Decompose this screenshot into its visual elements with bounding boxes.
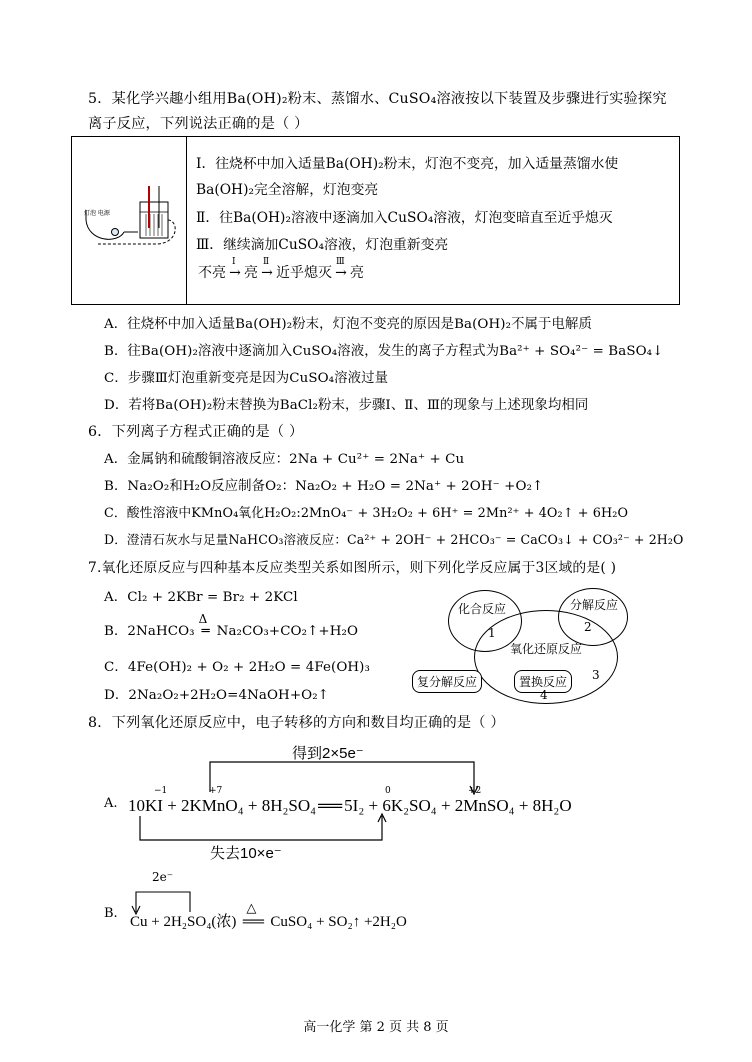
- q7-b-right: Na₂CO₃+CO₂↑+H₂O: [216, 624, 359, 639]
- transfer-line: [136, 892, 190, 912]
- q7-option-c: C．4Fe(OH)₂ + O₂ + 2H₂O = 4Fe(OH)₃: [104, 660, 370, 675]
- seq-mark-1: Ⅰ: [232, 257, 236, 267]
- q8a-ox-i2: 0: [385, 786, 391, 796]
- seq-arrow-2: Ⅱ →: [261, 257, 273, 281]
- q5-step3: Ⅲ．继续滴加CuSO₄溶液，灯泡重新变亮: [196, 237, 449, 253]
- q8a-eq-sign: ══: [318, 796, 343, 815]
- q7-option-a: A．Cl₂ + 2KBr = Br₂ + 2KCl: [104, 590, 298, 605]
- seq-state-2: 近乎熄灭: [276, 265, 332, 281]
- q8b-label: B.: [104, 906, 118, 921]
- label-combination: 化合反应: [458, 602, 507, 616]
- q5-option-b: B．往Ba(OH)₂溶液中逐滴加入CuSO₄溶液，发生的离子方程式为Ba²⁺ + SO₄²⁻ = BaSO₄↓: [104, 344, 664, 359]
- seq-mark-2: Ⅱ: [263, 257, 270, 267]
- page-footer: 高一化学 第 2 页 共 8 页: [303, 1020, 449, 1035]
- q8b-transfer-label: 2e⁻: [152, 870, 174, 884]
- q8a-gain-label: 得到2×5e⁻: [292, 745, 364, 762]
- q5-step1-line2: Ba(OH)₂完全溶解，灯泡变亮: [196, 182, 379, 198]
- region-4: 4: [540, 688, 548, 702]
- q5-step1-line1: Ⅰ．往烧杯中加入适量Ba(OH)₂粉末，灯泡不变亮，加入适量蒸馏水使: [196, 156, 619, 172]
- q7-b-sign: Δ ═: [198, 612, 210, 639]
- q8b-cond: △: [246, 900, 257, 915]
- q5-stem-line2: 离子反应，下列说法正确的是（ ）: [88, 116, 309, 132]
- gain-line: [210, 762, 474, 792]
- q5-option-a: A．往烧杯中加入适量Ba(OH)₂粉末，灯泡不变亮的原因是Ba(OH)₂不属于电解质: [104, 317, 593, 332]
- seq-state-3: 亮: [350, 265, 364, 281]
- q7-option-b: [104, 612, 359, 639]
- q8a-gain-bracket: [200, 756, 490, 796]
- q8b-eq-right: CuSO₄ + SO₂↑ +2H₂O: [270, 914, 407, 930]
- q8a-label: A.: [104, 796, 118, 811]
- q8b-eq-sign: △ ══: [242, 900, 265, 930]
- wire-left: [86, 220, 124, 239]
- q6-option-b: B．Na₂O₂和H₂O反应制备O₂：Na₂O₂ + H₂O = 2Na⁺ + 2OH⁻ +O₂↑: [104, 479, 544, 494]
- seq-state-0: 不亮: [198, 265, 226, 281]
- q6-stem: 6．下列离子方程式正确的是（ ）: [88, 424, 304, 440]
- q6-option-d: D．澄清石灰水与足量NaHCO₃溶液反应：Ca²⁺ + 2OH⁻ + 2HCO₃⁻ = CaCO₃↓ + CO₃²⁻ + 2H₂O: [104, 532, 684, 547]
- label-double-decomposition: 复分解反应: [412, 670, 482, 693]
- q8-stem: 8．下列氧化还原反应中，电子转移的方向和数目均正确的是（ ）: [88, 715, 505, 731]
- q7-b-left: B．2NaHCO₃: [104, 624, 195, 639]
- q7-venn-diagram: [410, 588, 642, 706]
- seq-arrow-1: Ⅰ →: [229, 257, 241, 281]
- q5-step2: Ⅱ．往Ba(OH)₂溶液中逐滴加入CuSO₄溶液，灯泡变暗直至近乎熄灭: [196, 210, 613, 226]
- seq-arrow-3: Ⅲ →: [335, 257, 347, 281]
- apparatus-label: 灯泡 电源: [84, 210, 110, 217]
- bulb-icon: [112, 229, 119, 236]
- q5-stem-line1: 5．某化学兴趣小组用Ba(OH)₂粉末、蒸馏水、CuSO₄溶液按以下装置及步骤进行实验探究: [88, 91, 667, 107]
- q7-stem: 7.氧化还原反应与四种基本反应类型关系如图所示，则下列化学反应属于3区域的是( ): [88, 560, 617, 576]
- q5-table-divider: [186, 137, 187, 304]
- region-1: 1: [488, 626, 496, 640]
- q8a-eq-left: 10KI + 2KMnO₄ + 8H₂SO₄: [128, 796, 317, 815]
- q8a-ox-mnso4: +2: [468, 786, 482, 796]
- region-3: 3: [592, 668, 600, 682]
- q8a-ox-mn: +7: [209, 786, 223, 796]
- q5-option-d: D．若将Ba(OH)₂粉末替换为BaCl₂粉末，步骤Ⅰ、Ⅱ、Ⅲ的现象与上述现象均相同: [104, 398, 589, 413]
- region-2: 2: [584, 620, 592, 634]
- q8a-eq-right: 5I₂ + 6K₂SO₄ + 2MnSO₄ + 8H₂O: [344, 796, 572, 815]
- label-displacement: 置换反应: [514, 670, 572, 693]
- q5-sequence: [198, 257, 364, 292]
- seq-state-1: 亮: [244, 265, 258, 281]
- q8a-lose-label: 失去10×e⁻: [210, 845, 282, 862]
- q5-option-c: C．步骤Ⅲ灯泡重新变亮是因为CuSO₄溶液过量: [104, 371, 389, 386]
- label-decomposition: 分解反应: [570, 598, 619, 612]
- q7-option-d: D．2Na₂O₂+2H₂O=4NaOH+O₂↑: [104, 688, 330, 703]
- label-redox: 氧化还原反应: [510, 642, 583, 656]
- q8a-ox-ki: −1: [154, 786, 168, 796]
- q6-option-a: A．金属钠和硫酸铜溶液反应：2Na + Cu²⁺ = 2Na⁺ + Cu: [104, 452, 465, 467]
- q7-b-cond: Δ: [198, 612, 208, 626]
- q8b-equation: [130, 900, 407, 931]
- lose-line: [140, 816, 382, 840]
- q6-option-c: C．酸性溶液中KMnO₄氧化H₂O₂:2MnO₄⁻ + 3H₂O₂ + 6H⁺ = 2Mn²⁺ + 4O₂↑ + 6H₂O: [104, 506, 629, 521]
- seq-mark-3: Ⅲ: [336, 257, 345, 267]
- q8b-eq-left: Cu + 2H₂SO₄(浓): [130, 914, 237, 930]
